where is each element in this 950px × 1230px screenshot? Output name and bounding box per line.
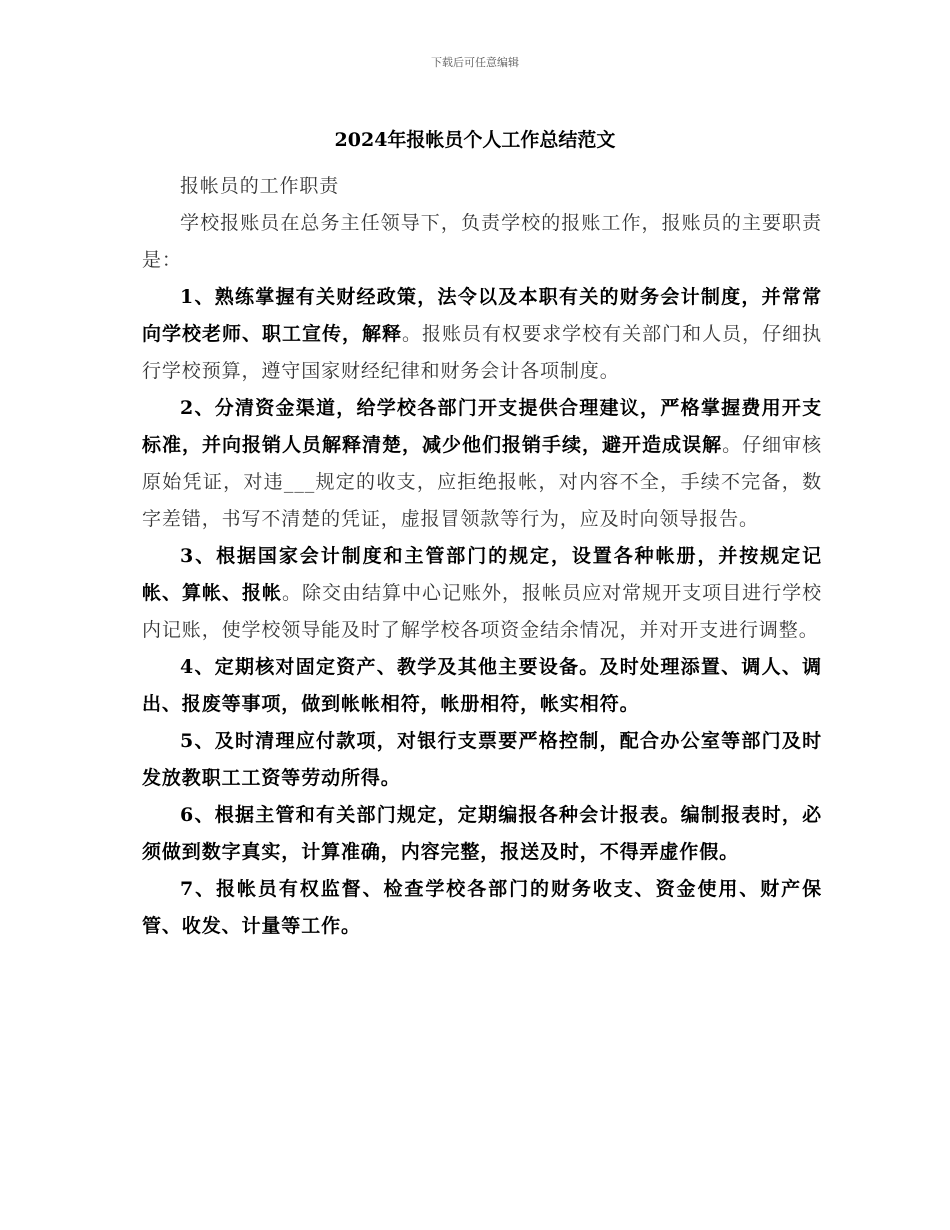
duty-item-3-text: 。除交由结算中心记账外，报帐员应对常规开支项目进行学校内记账，使学校领导能及时了解学校各项资金结余情况，并对开支进行调整。: [142, 582, 822, 641]
duty-item-3-lead: 3、根据国家会计制度和主管部门的规定，设置各种帐册，并按规定记帐、算帐、报帐: [142, 545, 822, 604]
duty-item-4: 4、定期核对固定资产、教学及其他主要设备。及时处理添置、调人、调出、报废等事项，做到帐帐相符，帐册相符，帐实相符。: [142, 656, 822, 715]
document-body: [142, 168, 822, 945]
duty-item-5: 5、及时清理应付款项，对银行支票要严格控制，配合办公室等部门及时发放教职工工资等劳动所得。: [142, 730, 822, 789]
duty-item-3: [142, 538, 822, 649]
duty-item-2: [142, 390, 822, 538]
intro-paragraph: 学校报账员在总务主任领导下，负责学校的报账工作，报账员的主要职责是：: [142, 212, 822, 271]
duty-item-7: 7、报帐员有权监督、检查学校各部门的财务收支、资金使用、财产保管、收发、计量等工作。: [142, 878, 822, 937]
duty-item-1-lead: 1、熟练掌握有关财经政策，法令以及本职有关的财务会计制度，并常常向学校老师、职工宣传，解释: [142, 286, 822, 345]
duty-item-1: [142, 279, 822, 390]
header-note: 下载后可任意编辑: [431, 56, 519, 69]
duty-item-2-text: 。仔细审核原始凭证，对违___规定的收支，应拒绝报帐，对内容不全，手续不完备，数字差错，书写不清楚的凭证，虚报冒领款等行为，应及时向领导报告。: [142, 434, 822, 530]
section-heading: 报帐员的工作职责: [180, 175, 340, 197]
duty-item-1-text: 。报账员有权要求学校有关部门和人员，仔细执行学校预算，遵守国家财经纪律和财务会计各项制度。: [142, 323, 823, 382]
document-title: 2024年报帐员个人工作总结范文: [334, 129, 616, 151]
duty-item-6: 6、根据主管和有关部门规定，定期编报各种会计报表。编制报表时，必须做到数字真实，计算准确，内容完整，报送及时，不得弄虚作假。: [142, 804, 822, 863]
duty-item-2-lead: 2、分清资金渠道，给学校各部门开支提供合理建议，严格掌握费用开支标准，并向报销人员解释清楚，减少他们报销手续，避开造成误解: [142, 397, 822, 456]
